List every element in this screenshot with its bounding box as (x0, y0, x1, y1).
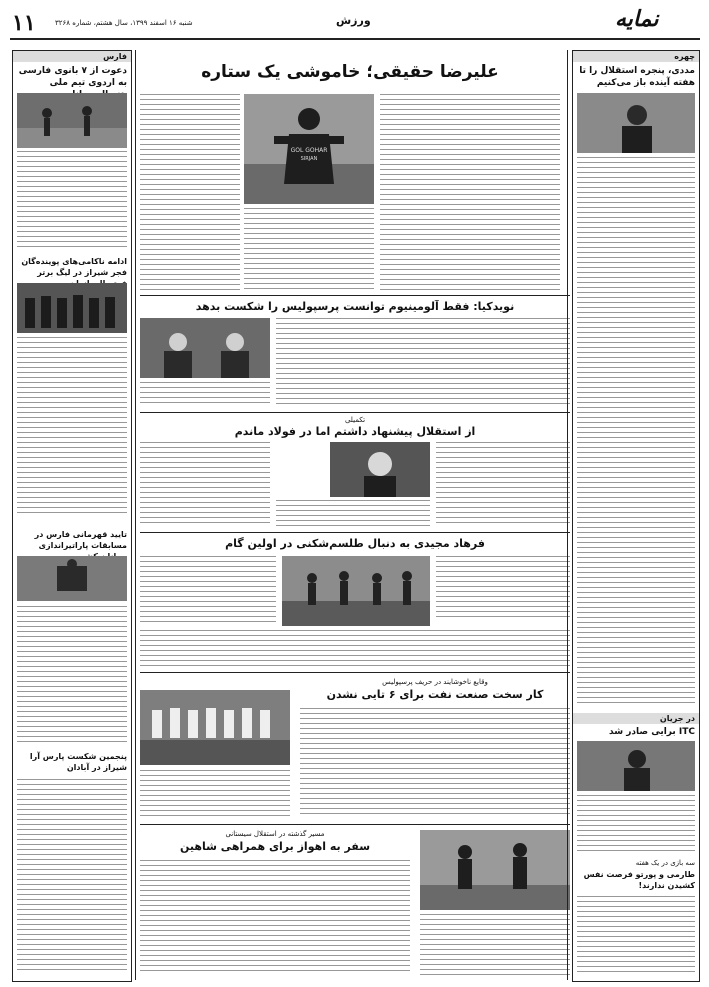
itc-label: در جریان (573, 713, 699, 724)
safar-headline: سفر به اهواز برای همراهی شاهین (179, 840, 371, 853)
safar-photo (420, 830, 570, 910)
masthead (0, 0, 709, 40)
left-story3-headline: تایید قهرمانی فارس در مسابقات پاراتیراندازی (34, 530, 127, 550)
navidkia-body (276, 318, 570, 407)
itc-headline: ITC برایی صادر شد (609, 727, 695, 737)
left-col-label: فارس (13, 51, 131, 62)
left-story2-photo (17, 283, 127, 333)
lead-rule (140, 295, 570, 296)
esteghlal-headline: از استقلال پیشنهاد داشتم اما در فولاد ماندم (234, 425, 476, 438)
farhad-body-bottom (140, 630, 570, 668)
kar-rule (140, 824, 570, 825)
left-story2-body (17, 337, 127, 517)
itc-sub-kicker: سه بازی در یک هفته (635, 859, 695, 867)
esteghlal-photo (330, 442, 430, 497)
kar-headline: کار سخت صنعت نفت برای ۶ تایی نشدن (326, 688, 544, 701)
safar-body (140, 860, 410, 975)
navidkia-rule (140, 412, 570, 413)
page-number: ۱۱ (12, 10, 36, 36)
itc-photo (577, 741, 695, 791)
esteghlal-body-mid (276, 500, 430, 527)
kar-photo (140, 690, 290, 765)
left-story1-body (17, 151, 127, 251)
logo: نمایه (615, 6, 659, 32)
left-story3-body (17, 606, 127, 746)
divider-left (135, 50, 136, 980)
safar-body-right (420, 914, 570, 975)
navidkia-body-left (140, 382, 270, 407)
lead-body-right (380, 94, 560, 290)
shirt-text-1: GOL GOHAR (290, 147, 328, 154)
divider-right (567, 50, 568, 980)
navidkia-headline: نویدکیا: فقط آلومینیوم توانست پرسپولیس را شکست بدهد (195, 300, 515, 313)
right-col-label: چهره (573, 51, 699, 62)
esteghlal-kicker: تکمیلی (344, 416, 366, 424)
right-photo (577, 93, 695, 153)
safar-kicker: مسیر گذشته در استقلال سیستانی (225, 830, 325, 838)
left-story1-photo (17, 93, 127, 148)
lead-headline: علیرضا حقیقی؛ خاموشی یک ستاره (201, 62, 499, 82)
lead-body-mid (244, 208, 374, 290)
dateline: شنبه ۱۶ اسفند ۱۳۹۹، سال هشتم، شماره ۳۲۶۸ (55, 19, 193, 27)
left-story3-photo (17, 556, 127, 601)
itc-sub-body (577, 896, 695, 974)
itc-sub-headline: طارمی و پورتو فرصت نفس کشیدن ندارند! (583, 870, 695, 890)
right-headline: مددی، پنجره استقلال را تا هفته آینده باز می‌کنیم (579, 66, 695, 88)
right-body (577, 157, 695, 707)
right-column (572, 50, 700, 982)
left-story4-headline: پنجمین شکست پارس آرا شیراز در آبادان (29, 752, 127, 772)
left-story1-headline: دعوت از ۷ بانوی فارسی به اردوی تیم ملی (18, 66, 127, 88)
kar-body (300, 708, 570, 818)
kar-body-left (140, 770, 290, 818)
farhad-body-left (140, 556, 276, 626)
lead-photo (244, 94, 374, 204)
left-story4-body (17, 779, 127, 974)
left-story2-headline: ادامه ناکامی‌های پوینده‌گان فجر شیراز در لیگ برتر (21, 257, 127, 277)
left-column (12, 50, 132, 982)
farhad-rule (140, 672, 570, 673)
shirt-text-2: SIRJAN (300, 156, 318, 162)
itc-body (577, 795, 695, 855)
farhad-headline: فرهاد مجیدی به دنبال طلسم‌شکنی در اولین گام (225, 537, 485, 550)
esteghlal-body-right (436, 442, 570, 527)
farhad-photo (282, 556, 430, 626)
lead-body-left (140, 94, 240, 290)
masthead-rule (10, 38, 700, 40)
esteghlal-rule (140, 532, 570, 533)
section-title: ورزش (336, 14, 371, 27)
farhad-body-right (436, 556, 570, 620)
navidkia-photo (140, 318, 270, 378)
kar-kicker: وقایع ناخوشایند در حریف پرسپولیس (382, 678, 488, 686)
esteghlal-body-left (140, 442, 270, 527)
